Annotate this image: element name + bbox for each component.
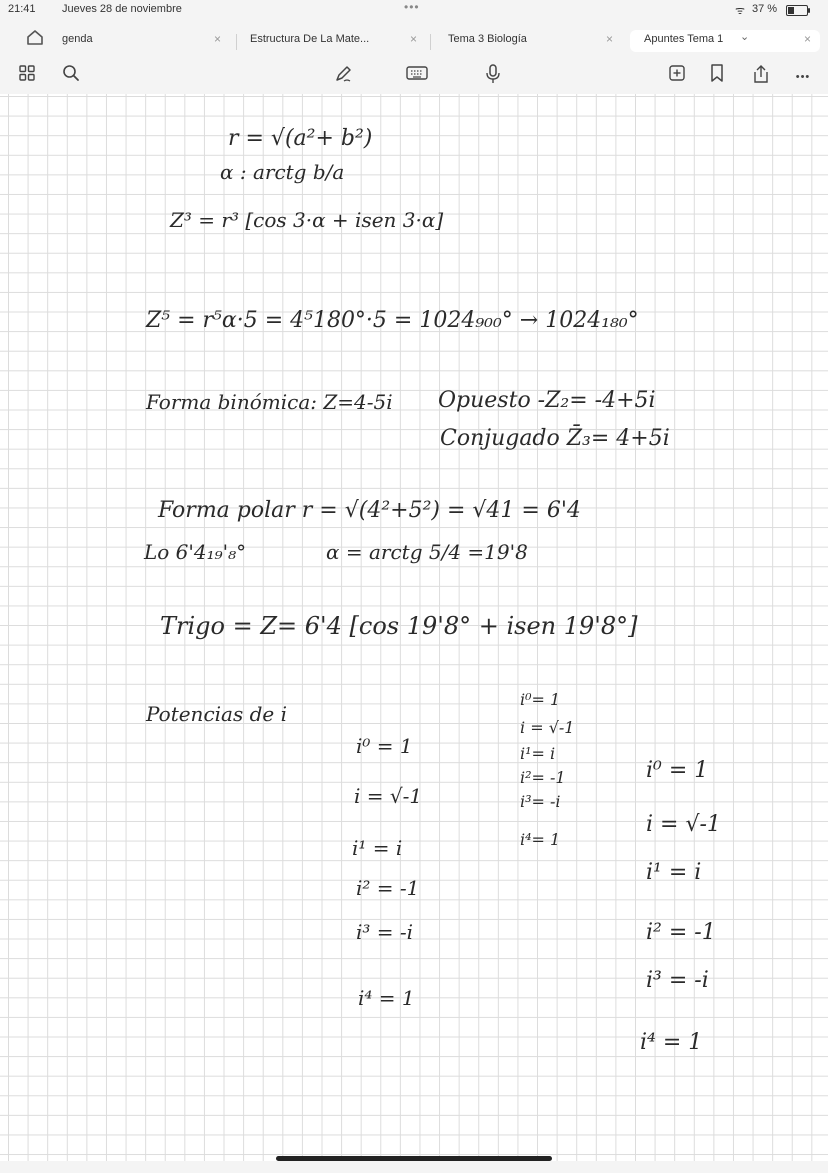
home-icon[interactable] <box>24 28 46 50</box>
handwritten-line: Forma polar r = √(4²+5²) = √41 = 6'4 <box>158 498 581 523</box>
status-date: Jueves 28 de noviembre <box>62 3 182 15</box>
tab-divider <box>430 34 431 50</box>
status-time: 21:41 <box>8 3 36 15</box>
share-icon[interactable] <box>748 64 774 90</box>
toolbar <box>0 60 828 94</box>
grid-view-icon[interactable] <box>14 64 40 90</box>
power-of-i: i⁰ = 1 <box>356 734 413 758</box>
power-of-i: i = √-1 <box>520 718 575 737</box>
power-of-i: i² = -1 <box>646 920 716 945</box>
handwritten-line: Z³ = r³ [cos 3·α + isen 3·α] <box>170 208 444 232</box>
power-of-i: i¹ = i <box>646 860 702 885</box>
tab-label: genda <box>62 33 93 45</box>
battery-percentage: 37 % <box>752 3 778 15</box>
power-of-i: i¹ = i <box>352 836 403 860</box>
more-options-icon[interactable]: ••• <box>795 71 811 83</box>
bookmark-icon[interactable] <box>704 64 730 90</box>
power-of-i: i¹= i <box>520 744 556 763</box>
power-of-i: i⁴ = 1 <box>358 986 415 1010</box>
tab-bar <box>0 22 828 58</box>
chevron-down-icon[interactable]: ⌄ <box>740 31 750 43</box>
power-of-i: i⁰= 1 <box>520 690 561 709</box>
handwritten-line: Potencias de i <box>146 702 287 726</box>
keyboard-icon[interactable] <box>404 64 430 90</box>
wifi-icon: ᯤ <box>735 5 746 17</box>
power-of-i: i = √-1 <box>354 784 423 808</box>
tab-label: Tema 3 Biología <box>448 33 527 45</box>
tab-label: Estructura De La Mate... <box>250 33 370 45</box>
power-of-i: i⁴= 1 <box>520 830 561 849</box>
power-of-i: i³ = -i <box>646 968 709 993</box>
handwritten-line: α : arctg b/a <box>220 160 345 184</box>
close-icon[interactable]: × <box>214 32 222 46</box>
battery-icon <box>786 5 808 16</box>
handwritten-line: Forma binómica: Z=4-5i <box>146 390 393 414</box>
search-icon[interactable] <box>58 64 84 90</box>
power-of-i: i⁰ = 1 <box>646 758 709 783</box>
note-canvas[interactable] <box>0 94 828 1161</box>
multitask-dots[interactable]: ••• <box>404 0 420 14</box>
microphone-icon[interactable] <box>480 64 506 90</box>
close-icon[interactable]: × <box>606 32 614 46</box>
tab-label: Apuntes Tema 1 <box>644 33 724 45</box>
power-of-i: i²= -1 <box>520 768 566 787</box>
tab-tema3-biologia[interactable] <box>438 30 620 52</box>
tab-apuntes-tema1[interactable] <box>630 30 820 52</box>
close-icon[interactable]: × <box>410 32 418 46</box>
tab-divider <box>236 34 237 50</box>
tab-agenda[interactable] <box>60 30 230 52</box>
power-of-i: i³= -i <box>520 792 561 811</box>
handwritten-line: r = √(a²+ b²) <box>228 126 373 151</box>
handwritten-line: Lo 6'4₁₉'₈° <box>144 540 247 564</box>
power-of-i: i³ = -i <box>356 920 414 944</box>
handwritten-line: α = arctg 5/4 =19'8 <box>326 540 528 564</box>
handwritten-line: Conjugado Z̄₃= 4+5i <box>440 426 670 451</box>
tab-estructura[interactable] <box>244 30 424 52</box>
pen-icon[interactable] <box>330 64 356 90</box>
status-bar <box>0 0 828 20</box>
power-of-i: i⁴ = 1 <box>640 1030 703 1055</box>
power-of-i: i² = -1 <box>356 876 420 900</box>
handwritten-line: Trigo = Z= 6'4 [cos 19'8° + isen 19'8°] <box>160 612 638 640</box>
add-page-icon[interactable] <box>664 64 690 90</box>
home-indicator[interactable] <box>276 1156 552 1161</box>
power-of-i: i = √-1 <box>646 812 721 837</box>
handwritten-line: Z⁵ = r⁵α·5 = 4⁵180°·5 = 1024₉₀₀° → 1024₁₈₀° <box>146 308 639 333</box>
close-icon[interactable]: × <box>804 32 812 46</box>
handwritten-line: Opuesto -Z₂= -4+5i <box>438 388 656 413</box>
